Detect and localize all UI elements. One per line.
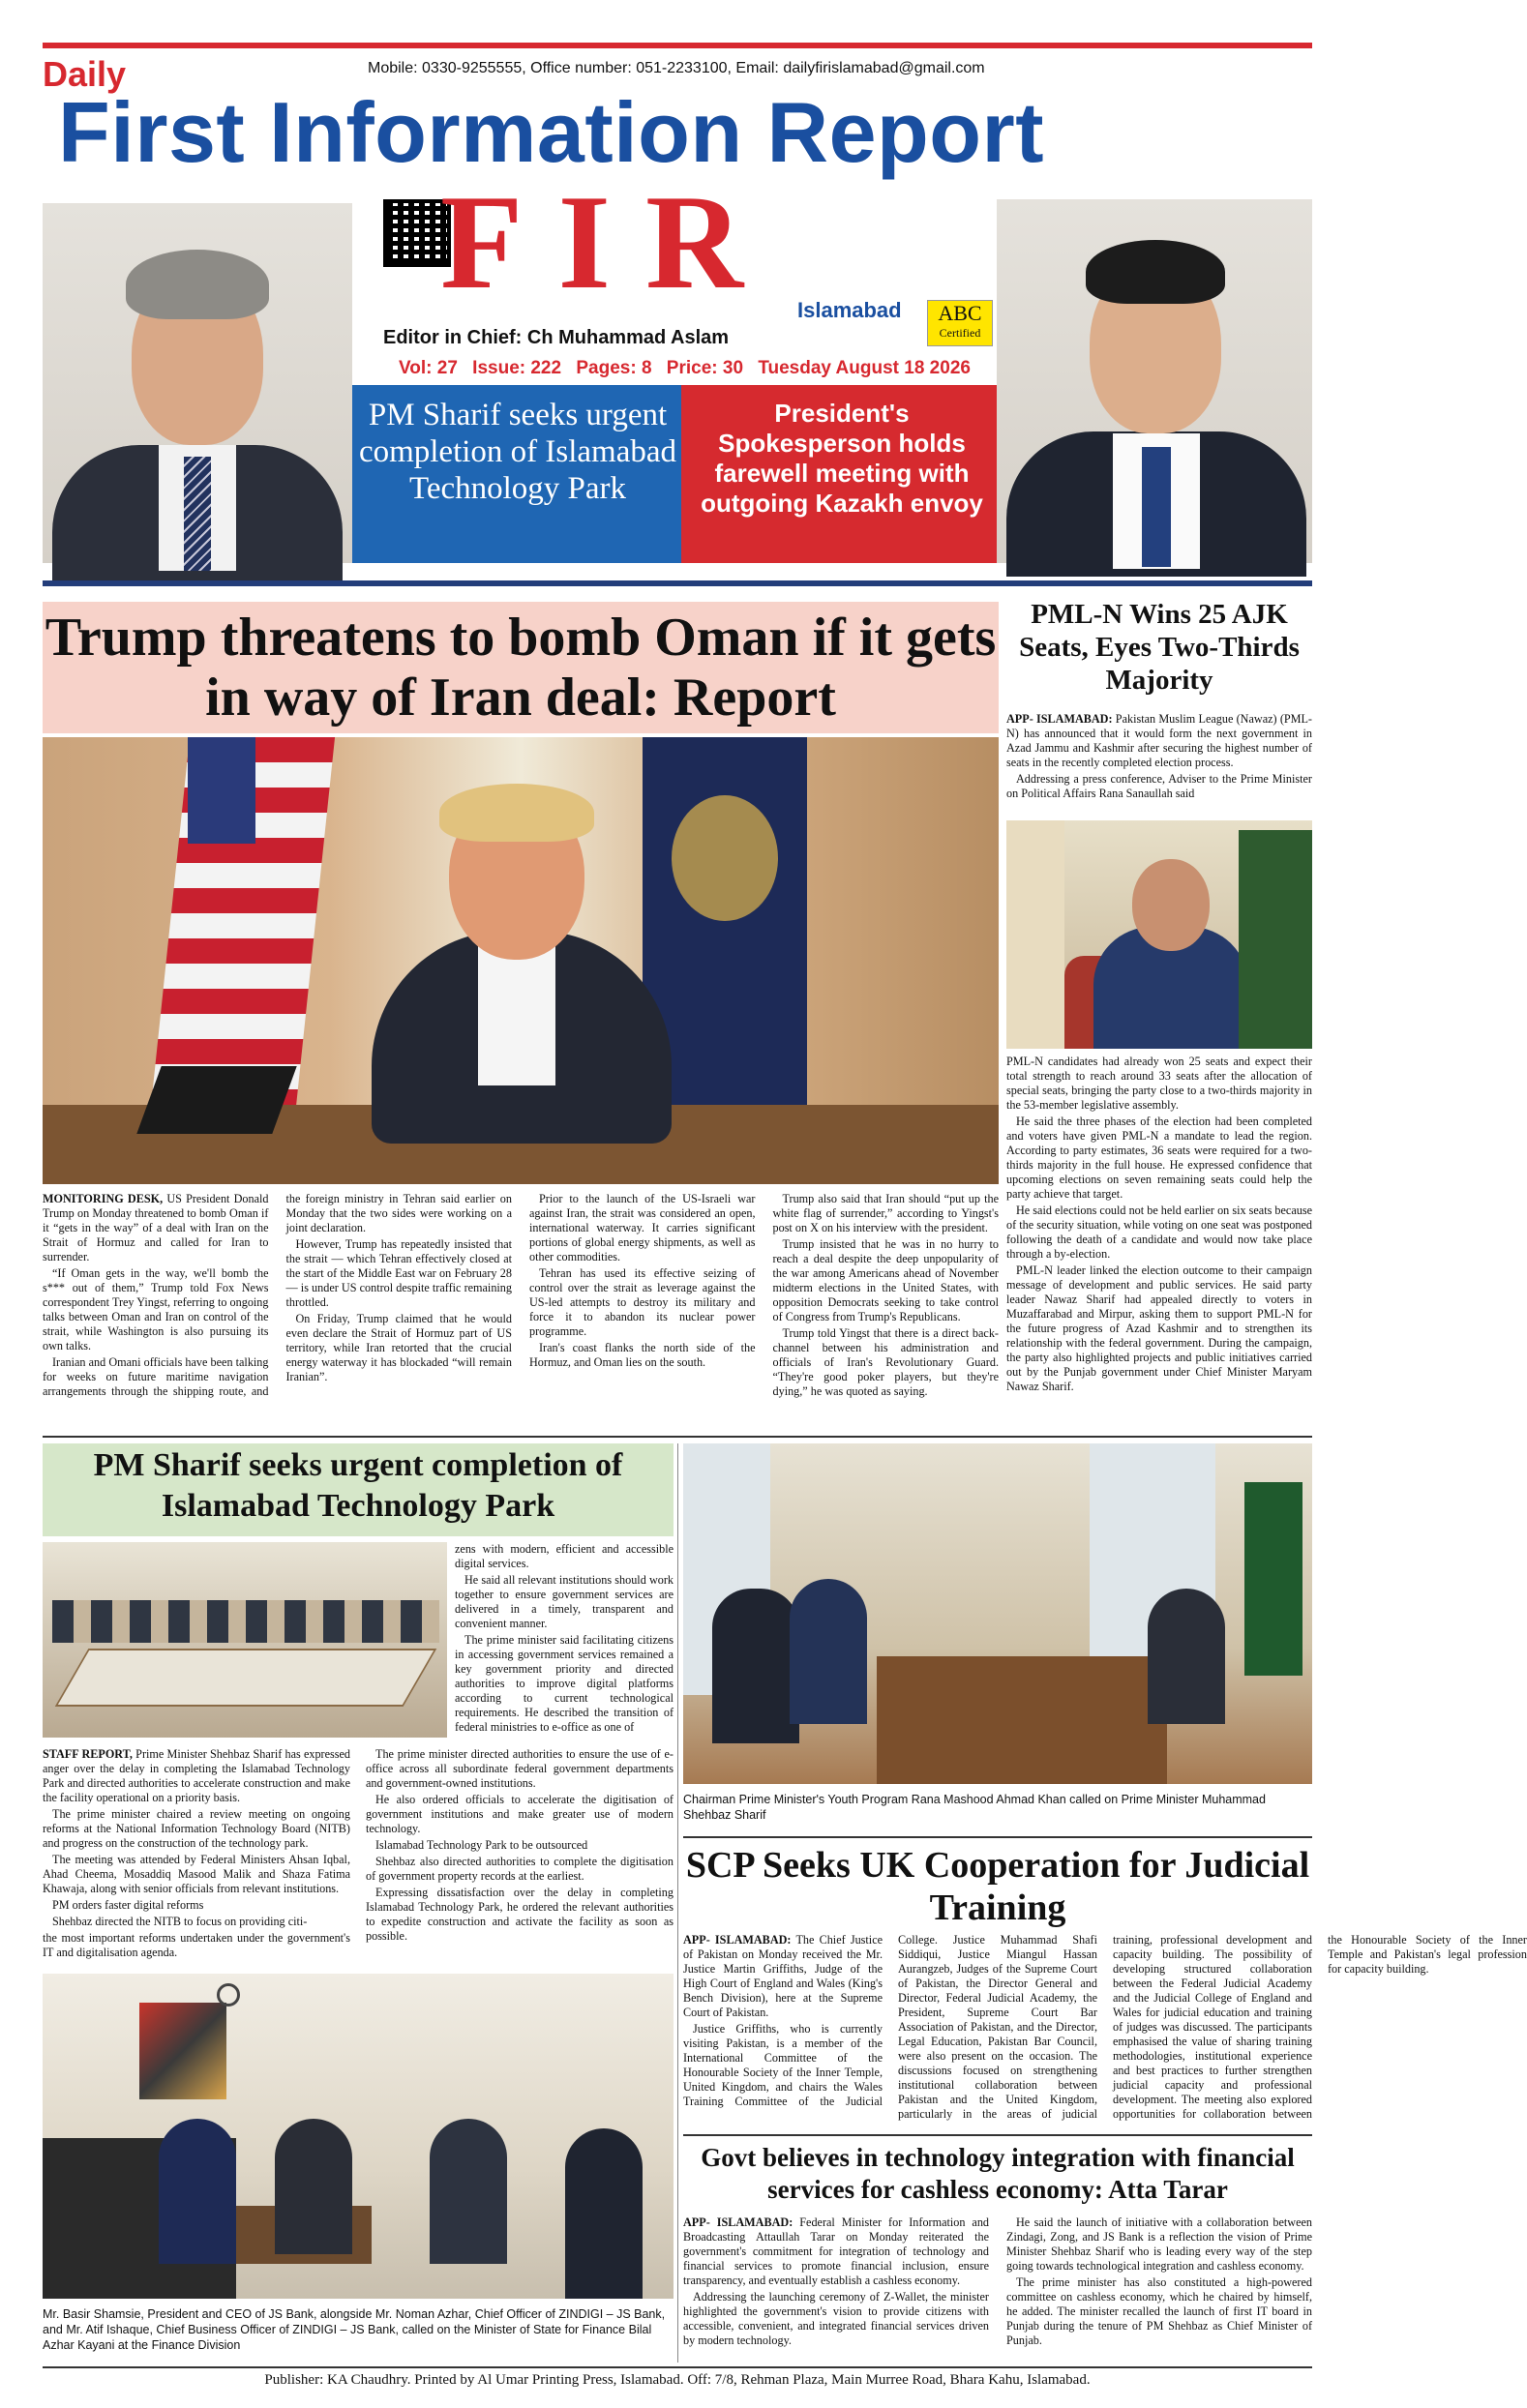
- rana-sanaullah-photo: [1006, 820, 1312, 1049]
- pmln-headline[interactable]: PML-N Wins 25 AJK Seats, Eyes Two-Thirds Majority: [1019, 599, 1300, 696]
- tech-r1: zens with modern, efficient and accessible digital services.: [455, 1542, 674, 1570]
- curtain-shape: [1006, 820, 1064, 1049]
- visitor-one-shape: [712, 1589, 799, 1743]
- atta-rule: [683, 2134, 1312, 2136]
- pm-seated-shape: [1148, 1589, 1225, 1724]
- face-shape-rana: [1132, 859, 1210, 951]
- trump-p1: US President Donald Trump on Monday threatened to bomb Oman if it “gets in the way” of a deal with Iran on the Strait of Hormuz and called for Iran to surrender.: [43, 1192, 269, 1263]
- top-red-rule: [43, 43, 1312, 48]
- trump-p2: “If Oman gets in the way, we'll bomb the s*** out of them,” Trump told Fox News correspondent Trey Yingst, referring to ongoing talks between Oman and Iran on control of the strait, while Washington is also pursuing its own talks.: [43, 1266, 269, 1353]
- trump-p9: Trump also said that Iran should “put up the white flag of surrender,” according to Yingst's post on X on his interview with the president.: [772, 1192, 999, 1234]
- trump-p5: On Friday, Trump claimed that he would even declare the Strait of Hormuz part of US territory, while Iran retorted that the crucial energy waterway it has blockaded “will remain Iranian”.: [285, 1312, 512, 1383]
- visitor-two-shape: [790, 1579, 867, 1724]
- fir-logo: FIR: [440, 167, 779, 317]
- atta-headline[interactable]: Govt believes in technology integration with financial services for cashless economy: Atta Tarar: [701, 2143, 1295, 2204]
- tech-dateline: STAFF REPORT,: [43, 1747, 133, 1761]
- trump-p11: Trump told Yingst that there is a direct back-channel between his administration and officials of Iran's Revolutionary Guard. “They're good poker players, but they're dying,” he was quoted as saying.: [772, 1326, 999, 1398]
- pmln-p4: He said the three phases of the election had been completed and voters have given PML-N a mandate to lead the region. According to party estimates, 36 seats were required for a two-thirds majority in the full house. He expressed confidence that upcoming elections on seven remaining seats could help the party achieve that target.: [1006, 1115, 1312, 1201]
- shirt-shape-trump: [478, 940, 555, 1085]
- tech-p11: Expressing dissatisfaction over the delay in completing Islamabad Technology Park, he ordered the relevant authorities to expedite construction and activate the facility as soon as possible.: [366, 1886, 674, 1943]
- atta-p1: Federal Minister for Information and Broadcasting Attaullah Tarar on Monday reiterated the government's commitment for integration of technology and financial services to promote financial inclusion, ensure transparency, and eventually establish a cashless economy.: [683, 2215, 990, 2287]
- publisher-footer: Publisher: KA Chaudhry. Printed by Al Umar Printing Press, Islamabad. Off: 7/8, Rehman Plaza, Main Murree Road, Bhara Kahu, Islamabad.: [264, 2372, 1091, 2388]
- tech-r2: He said all relevant institutions should work together to ensure government services are delivered in a timely, transparent and convenient manner.: [455, 1573, 674, 1630]
- atta-article-body: [683, 2215, 1312, 2361]
- vertical-separator: [677, 1443, 678, 2363]
- tech-article-right: [455, 1542, 674, 1737]
- tech-p1: Prime Minister Shehbaz Sharif has expressed anger over the delay in completing the Islamabad Technology Park and directed authorities to accelerate construction and make the facility operational on a priority basis.: [43, 1747, 350, 1804]
- js-bank-photo-caption: Mr. Basir Shamsie, President and CEO of JS Bank, alongside Mr. Noman Azhar, Chief Officer of ZINDIGI – JS Bank, and Mr. Atif Ishaque, Chief Business Officer of ZINDIGI – JS Bank, called on the Minister of State for Finance Bilal Azhar Kayani at the Finance Division: [43, 2307, 666, 2352]
- plant-shape: [1239, 830, 1312, 1049]
- middle-rule: [43, 1436, 1312, 1438]
- guest-one-shape: [159, 2119, 236, 2264]
- pmln-article-rest: [1006, 1055, 1312, 1396]
- trump-p6: Prior to the launch of the US-Israeli war against Iran, the strait was considered an open, international waterway. It carries significant portions of global energy shipments, as well as other commodities.: [529, 1192, 756, 1263]
- hair-shape: [126, 250, 269, 319]
- tech-r3: The prime minister said facilitating citizens in accessing government services remained a key government priority and directed authorities to improve digital platforms according to current technological requirements. He described the transition of federal ministries to e-office as one of: [455, 1633, 674, 1734]
- scp-headline[interactable]: SCP Seeks UK Cooperation for Judicial Training: [685, 1845, 1310, 1928]
- atta-p4: The prime minister has also constituted a high-powered committee on cashless economy, which he chaired by himself, he added. The minister recalled the launch of first IT board in Punjab during the tenure of PM Shehbaz as Chief Minister of Punjab.: [1006, 2275, 1312, 2347]
- trump-dateline: MONITORING DESK,: [43, 1192, 164, 1205]
- telephone-shape: [136, 1066, 296, 1134]
- hair-shape-2: [1086, 240, 1225, 304]
- scp-rule: [683, 1836, 1312, 1838]
- contact-line: Mobile: 0330-9255555, Office number: 051-2233100, Email: dailyfirislamabad@gmail.com: [368, 60, 985, 76]
- js-bank-meeting-photo: [43, 1974, 674, 2299]
- abc-certified-badge: [927, 300, 993, 346]
- pmln-p6: PML-N leader linked the election outcome to their campaign message of development and public services. He said party leader Nawaz Sharif had appealed directly to voters in Muzaffarabad and Mirpur, asking them to support PML-N for the future progress of Azad Kashmir and to strengthen its relationship with the federal government. During the campaign, the party also highlighted projects and public initiatives carried out by the Punjab government under Chief Minister Maryam Nawaz Sharif.: [1006, 1263, 1312, 1393]
- pmln-dateline: APP- ISLAMABAD:: [1006, 712, 1113, 726]
- tech-article-body: [43, 1747, 674, 1962]
- tech-p3: The meeting was attended by Federal Ministers Ahsan Iqbal, Ahad Cheema, Mosaddiq Masood Malik and Shaza Fatima Khawaja, along with senior officials from relevant institutions.: [43, 1853, 350, 1895]
- trump-p4: However, Trump has repeatedly insisted that the strait — which Tehran effectively closed at the start of the Middle East war on February 28 — is under US control despite traffic remaining throttled.: [285, 1237, 512, 1309]
- atta-p3: He said the launch of initiative with a collaboration between Zindagi, Zong, and JS Bank is a reflection the vision of Prime Minister Shehbaz Sharif who is leading every way of the step going towards technological integration and cashless economy.: [1006, 2215, 1312, 2273]
- guest-three-shape: [565, 2128, 643, 2299]
- conference-table-shape: [55, 1649, 437, 1707]
- trump-photo: [43, 737, 999, 1184]
- volume: Vol: 27: [399, 358, 458, 378]
- editor-line: Editor in Chief: Ch Muhammad Aslam: [383, 327, 730, 348]
- pmln-p2: Addressing a press conference, Adviser to the Prime Minister on Political Affairs Rana Sanaullah said: [1006, 772, 1312, 800]
- banner-left-headline[interactable]: PM Sharif seeks urgent completion of Islamabad Technology Park: [358, 398, 677, 506]
- masthead-title: First Information Report: [58, 84, 1045, 180]
- pm-portrait-photo: [43, 203, 352, 563]
- page-count: Pages: 8: [576, 358, 652, 378]
- tie-shape: [184, 457, 211, 571]
- certified-text: Certified: [939, 326, 981, 340]
- tech-p6: the most important reforms undertaken under the government's IT and digitalisation agenda.: [43, 1931, 350, 1959]
- flag-canton-shape: [188, 737, 255, 844]
- scp-p1: The Chief Justice of Pakistan on Monday received the Mr. Justice Martin Griffiths, Judge of the High Court of England and Wales (King's Bench Division), here at the Supreme Court of Pakistan.: [683, 1933, 883, 2019]
- scp-p2: Justice Griffiths, who is currently visiting Pakistan, is a member of the International Committee of the Honourable Society of the Inner Temple, United Kingdom, and chairs the Wales Training Committee of the Judicial College. Justice Muhammad Shafi Siddiqui, Justice Miangul Hassan Aurangzeb, Judges of the Supreme Court of Pakistan, the Director General and Director, Federal Judicial Academy, the President, Supreme Court Bar Association of Pakistan, and the Director, Legal Education, Pakistan Bar Council, were also present on the occasion. The discussions focused on strengthening institutional collaboration between Pakistan and the United Kingdom, particularly in the areas of judicial training, professional development and capacity building. The possibility of developing structured collaboration between the Federal Judicial Academy and the Judicial College of England and Wales for judicial education and training of judges was discussed. The participants emphasised the value of sharing training methodologies, institutional experience and best practices to further strengthen judicial capacity and professional development. The meeting also explored opportunities for collaboration between the Honourable Society of the Inner Temple and Pakistan's legal profession for capacity building.: [683, 1933, 1527, 2121]
- desk-shape-2: [877, 1656, 1167, 1784]
- issue-date: Tuesday August 18 2026: [758, 358, 971, 378]
- scp-article-body: [683, 1933, 1527, 2123]
- atta-p2: Addressing the launching ceremony of Z-Wallet, the minister highlighted the government's vision to provide citizens with accessible, convenient, and integrated financial services driven by modern technology.: [683, 2290, 989, 2347]
- wall-painting-shape: [139, 2003, 226, 2099]
- attendees-row-shape: [52, 1600, 439, 1643]
- price: Price: 30: [666, 358, 744, 378]
- tech-p2: The prime minister chaired a review meeting on ongoing reforms at the National Information Technology Board (NITB) and progress on the construction of the technology park.: [43, 1807, 350, 1850]
- spokesperson-portrait-photo: [997, 199, 1312, 563]
- pmln-article-top: [1006, 712, 1312, 803]
- atta-dateline: APP- ISLAMABAD:: [683, 2215, 793, 2229]
- tech-p4: PM orders faster digital reforms: [52, 1898, 204, 1912]
- issue-number: Issue: 222: [472, 358, 562, 378]
- trump-article-body: [43, 1192, 999, 1424]
- tech-meeting-photo: [43, 1542, 447, 1738]
- header-separator: [43, 580, 1312, 586]
- pmln-p5: He said elections could not be held earlier on six seats because of the security situation, while voting on one seat was postponed following the death of a candidate and would now take place through a by-election.: [1006, 1204, 1312, 1261]
- tech-p8: He also ordered officials to accelerate the digitisation of government institutions and make greater use of modern technology.: [366, 1793, 674, 1835]
- issue-info: [399, 358, 980, 379]
- scp-dateline: APP- ISLAMABAD:: [683, 1933, 792, 1947]
- trump-headline[interactable]: Trump threatens to bomb Oman if it gets in way of Iran deal: Report: [45, 608, 997, 728]
- youth-program-meeting-photo: [683, 1443, 1312, 1784]
- eagle-seal-shape: [672, 795, 778, 921]
- abc-text: ABC: [938, 301, 982, 325]
- trump-p7: Tehran has used its effective seizing of control over the strait as leverage against the US-led attempts to destroy its military and force it to abandon its nuclear power programme.: [529, 1266, 756, 1338]
- city-label: Islamabad: [797, 298, 902, 322]
- footer-rule: [43, 2366, 1312, 2368]
- pmln-p1: Pakistan Muslim League (Nawaz) (PML-N) has announced that it would form the next government in Azad Jammu and Kashmir after securing the highest number of seats in the recently completed election process.: [1006, 712, 1312, 769]
- tech-p10: Shehbaz also directed authorities to complete the digitisation of government property records at the earliest.: [366, 1855, 674, 1883]
- trump-p10: Trump insisted that he was in no hurry to reach a deal despite the deep unpopularity of the war among Americans ahead of November midterm elections in the United States, with opposition Democrats seeking to take control of Congress from Trump's Republicans.: [772, 1237, 999, 1323]
- daily-label: Daily: [43, 54, 127, 94]
- trump-p8: Iran's coast flanks the north side of the Hormuz, and Oman lies on the south.: [529, 1341, 756, 1369]
- trump-p3: Iranian and Omani officials have been talking for weeks on future maritime navigation arrangements through the shipping route, and the foreign ministry in Tehran said earlier on Monday that the two sides were working on a joint declaration.: [43, 1192, 512, 1398]
- tech-park-headline[interactable]: PM Sharif seeks urgent completion of Islamabad Technology Park: [93, 1447, 623, 1524]
- hair-shape-trump: [439, 784, 594, 842]
- banner-right-headline[interactable]: President's Spokesperson holds farewell meeting with outgoing Kazakh envoy: [701, 399, 983, 518]
- tie-shape-2: [1142, 447, 1171, 567]
- meeting-photo-caption: Chairman Prime Minister's Youth Program Rana Mashood Ahmad Khan called on Prime Minister Muhammad Shehbaz Sharif: [683, 1793, 1266, 1822]
- pakistan-flag-shape: [1244, 1482, 1302, 1676]
- tech-p7: The prime minister directed authorities to ensure the use of e-office across all subordinate federal government departments and government-owned institutions.: [366, 1747, 674, 1790]
- wall-clock-icon: [217, 1983, 240, 2007]
- tech-p5: Shehbaz directed the NITB to focus on providing citi-: [52, 1915, 308, 1928]
- tech-p9: Islamabad Technology Park to be outsourced: [375, 1838, 588, 1852]
- minister-shape: [430, 2119, 507, 2264]
- guest-two-shape: [275, 2119, 352, 2254]
- pmln-p3: PML-N candidates had already won 25 seats and expect their total strength to reach around 33 seats after the allocation of special seats, bringing the party close to a two-thirds majority in the 53-member legislative assembly.: [1006, 1055, 1312, 1112]
